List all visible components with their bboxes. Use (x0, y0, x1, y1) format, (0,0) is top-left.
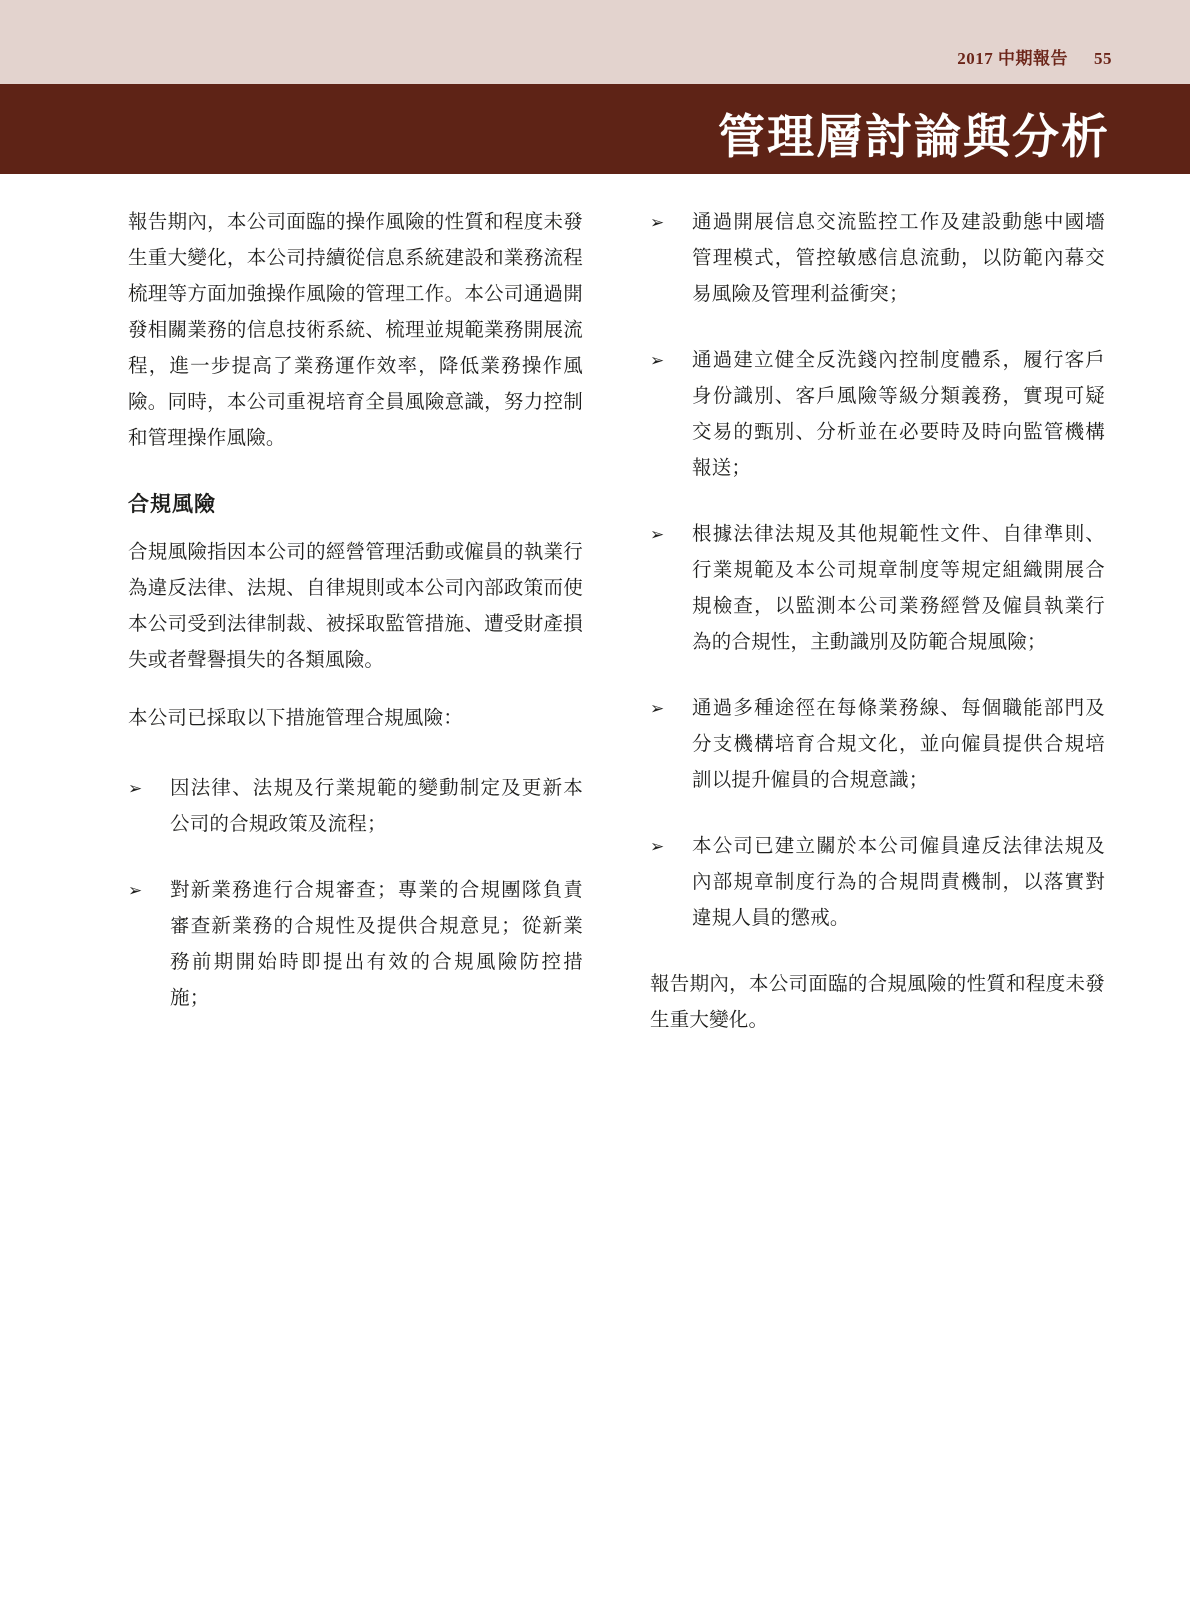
left-bullet-list (128, 771, 583, 1017)
arrow-bullet-icon: ➢ (650, 699, 665, 718)
paragraph-compliance-definition: 合規風險指因本公司的經營管理活動或僱員的執業行為違反法律、法規、自律規則或本公司內部政策而使本公司受到法律制裁、被採取監管措施、遭受財產損失或者聲譽損失的各類風險。 (128, 542, 583, 671)
paragraph-operational-risk: 報告期內，本公司面臨的操作風險的性質和程度未發生重大變化，本公司持續從信息系統建設和業務流程梳理等方面加強操作風險的管理工作。本公司通過開發相關業務的信息技術系統、梳理並規範業務開展流程，進一步提高了業務運作效率，降低業務操作風險。同時，本公司重視培育全員風險意識，努力控制和管理操作風險。 (128, 212, 583, 449)
list-item (650, 691, 1105, 799)
paragraph-compliance-summary: 報告期內，本公司面臨的合規風險的性質和程度未發生重大變化。 (650, 974, 1105, 1031)
page-number: 55 (1094, 49, 1112, 68)
page-content (0, 205, 1190, 1061)
list-item (650, 829, 1105, 937)
list-item-text: 對新業務進行合規審查；專業的合規團隊負責審查新業務的合規性及提供合規意見；從新業務前期開始時即提出有效的合規風險防控措施； (170, 880, 583, 1009)
page-header-band (0, 0, 1190, 84)
list-item (650, 343, 1105, 487)
list-item-text: 本公司已建立關於本公司僱員違反法律法規及內部規章制度行為的合規問責機制，以落實對違規人員的懲戒。 (692, 836, 1105, 929)
left-column (128, 205, 583, 1061)
arrow-bullet-icon: ➢ (128, 779, 143, 798)
list-item (128, 873, 583, 1017)
list-item-text: 根據法律法規及其他規範性文件、自律準則、行業規範及本公司規章制度等規定組織開展合規檢查，以監測本公司業務經營及僱員執業行為的合規性，主動識別及防範合規風險； (692, 524, 1105, 653)
list-item (128, 771, 583, 843)
list-item-text: 通過開展信息交流監控工作及建設動態中國墻管理模式，管控敏感信息流動，以防範內幕交易風險及管理利益衝突； (692, 212, 1105, 305)
list-item-text: 通過多種途徑在每條業務線、每個職能部門及分支機構培育合規文化，並向僱員提供合規培訓以提升僱員的合規意識； (692, 698, 1105, 791)
paragraph-compliance-measures-intro: 本公司已採取以下措施管理合規風險： (128, 708, 463, 729)
list-item (650, 205, 1105, 313)
arrow-bullet-icon: ➢ (128, 881, 143, 900)
list-item-text: 因法律、法規及行業規範的變動制定及更新本公司的合規政策及流程； (170, 778, 583, 835)
list-item-text: 通過建立健全反洗錢內控制度體系，履行客戶身份識別、客戶風險等級分類義務，實現可疑交易的甄別、分析並在必要時及時向監管機構報送； (692, 350, 1105, 479)
arrow-bullet-icon: ➢ (650, 213, 665, 232)
right-bullet-list (650, 205, 1105, 937)
page-header-meta (957, 44, 1112, 69)
report-label: 2017 中期報告 (957, 49, 1068, 68)
arrow-bullet-icon: ➢ (650, 837, 665, 856)
arrow-bullet-icon: ➢ (650, 351, 665, 370)
right-column (650, 205, 1105, 1061)
page-title: 管理層討論與分析 (718, 112, 1110, 164)
section-title-bar (0, 84, 1190, 174)
arrow-bullet-icon: ➢ (650, 525, 665, 544)
heading-compliance-risk: 合規風險 (128, 492, 216, 516)
list-item (650, 517, 1105, 661)
